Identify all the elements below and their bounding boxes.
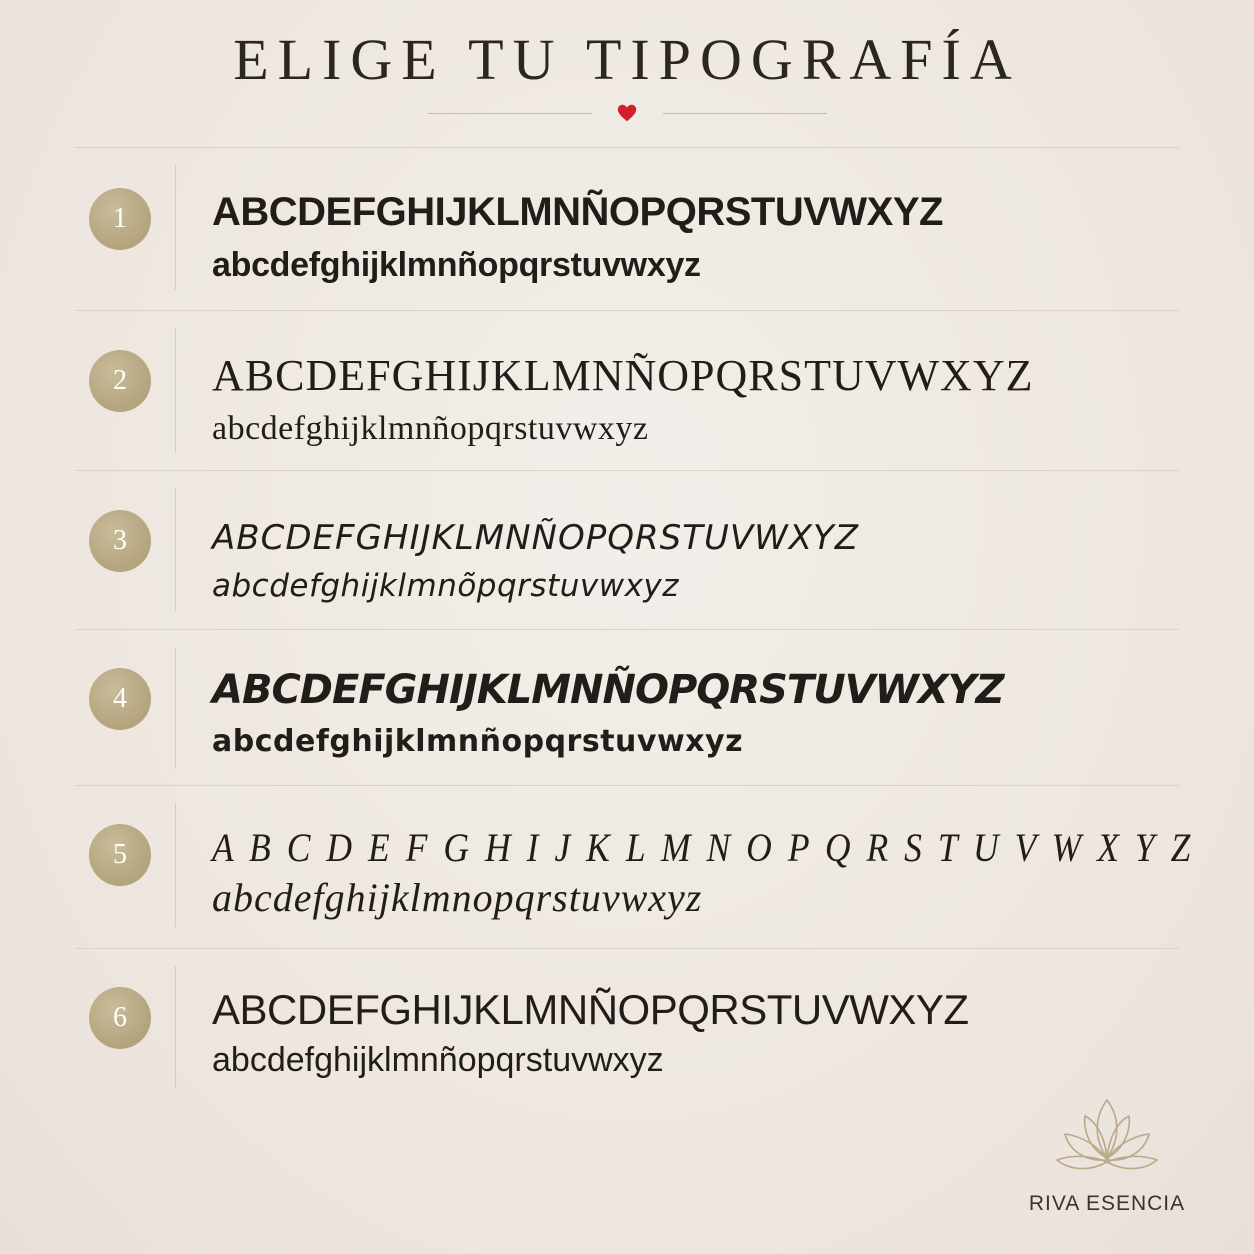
vertical-divider [175, 966, 176, 1088]
font-option-5[interactable] [75, 786, 1194, 949]
page-title: ELIGE TU TIPOGRAFÍA [233, 27, 1021, 92]
option-number-badge: 6 [89, 987, 151, 1049]
vertical-divider [175, 647, 176, 769]
vertical-divider [175, 165, 176, 290]
divider-line-right [663, 113, 827, 114]
lowercase-sample: abcdefghijklmnñopqrstuvwxyz [212, 246, 701, 284]
lotus-icon [1047, 1096, 1167, 1182]
uppercase-sample: A B C D E F G H I J K L M N O P Q R S T U V W X Y Z [212, 825, 1194, 870]
uppercase-sample: ABCDEFGHIJKLMNÑOPQRSTUVWXYZ [212, 190, 943, 234]
option-number-badge: 2 [89, 350, 151, 412]
option-number-badge: 4 [89, 668, 151, 730]
lowercase-sample: abcdefghijklmnõpqrstuvwxyz [212, 568, 680, 604]
vertical-divider [175, 328, 176, 452]
uppercase-sample: ABCDEFGHIJKLMNÑOPQRSTUVWXYZ [212, 518, 860, 558]
heart-icon [616, 102, 638, 124]
brand-name: RIVA ESENCIA [1028, 1192, 1186, 1215]
uppercase-sample: ABCDEFGHIJKLMNÑOPQRSTUVWXYZ [212, 667, 1004, 713]
option-number-badge: 1 [89, 188, 151, 250]
lowercase-sample: abcdefghijklmnopqrstuvwxyz [212, 875, 703, 920]
vertical-divider [175, 803, 176, 927]
lowercase-sample: abcdefghijklmnñopqrstuvwxyz [212, 724, 744, 759]
title-divider [0, 112, 1254, 132]
font-option-6[interactable] [75, 949, 1179, 1099]
uppercase-sample: ABCDEFGHIJKLMNÑOPQRSTUVWXYZ [212, 351, 1034, 400]
font-option-1[interactable] [75, 148, 1179, 311]
font-option-2[interactable] [75, 311, 1179, 471]
divider-line-left [428, 113, 592, 114]
font-option-4[interactable] [75, 630, 1179, 786]
lowercase-sample: abcdefghijklmnñopqrstuvwxyz [212, 1041, 664, 1079]
vertical-divider [175, 488, 176, 611]
font-option-3[interactable] [75, 471, 1179, 630]
lowercase-sample: abcdefghijklmnñopqrstuvwxyz [212, 410, 649, 447]
option-number-badge: 5 [89, 824, 151, 886]
brand-logo [1022, 1096, 1192, 1226]
uppercase-sample: ABCDEFGHIJKLMNÑOPQRSTUVWXYZ [212, 986, 969, 1033]
option-number-badge: 3 [89, 510, 151, 572]
